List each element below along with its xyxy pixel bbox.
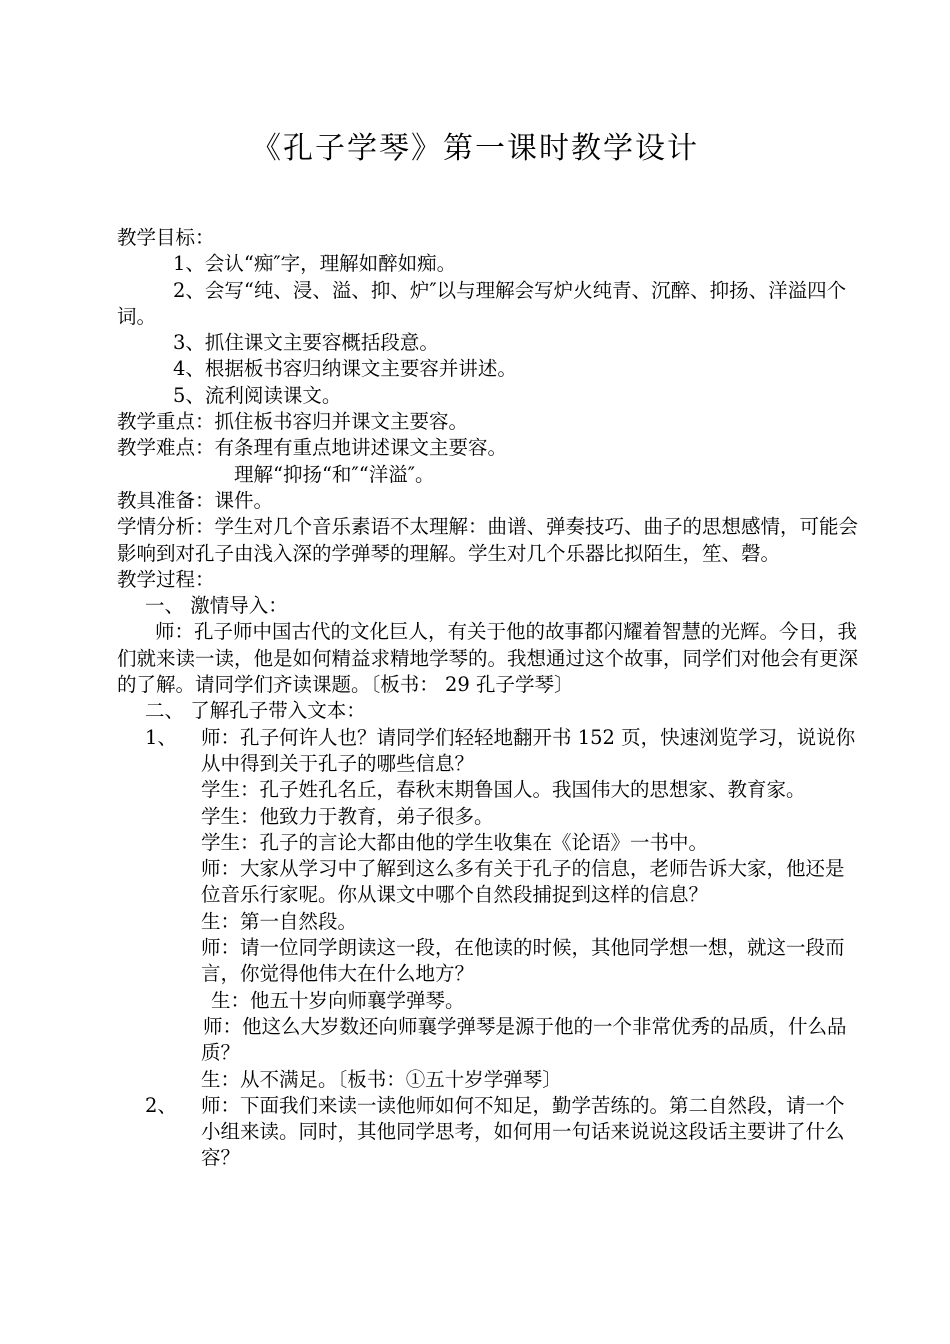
difficulty-continued: 理解“抑扬“和″“洋溢″。 xyxy=(234,462,435,486)
dialogue-line: 生：从不满足。〔板书：①五十岁学弹琴〕 xyxy=(201,1067,562,1091)
dialogue-line: 生：他五十岁向师襄学弹琴。 xyxy=(211,988,465,1012)
section1-heading: 一、 激情导入： xyxy=(145,594,288,618)
dialogue-line: 学生：孔子的言论大都由他的学生收集在《论语》一书中。 xyxy=(201,830,709,854)
process-heading: 教学过程： xyxy=(117,567,215,591)
item-lines xyxy=(201,725,859,1093)
objective-item: 4、根据板书容归纳课文主要容并讲述。 xyxy=(173,357,517,381)
dialogue-line: 生：第一自然段。 xyxy=(201,909,358,933)
section2-item-2 xyxy=(117,1093,859,1172)
key-point: 教学重点：抓住板书容归并课文主要容。 xyxy=(117,410,469,434)
dialogue-line: 师：请一位同学朗读这一段，在他读的时候，其他同学想一想，就这一段而言，你觉得他伟大在什么地方？ xyxy=(201,936,845,986)
item-number: 2、 xyxy=(145,1093,177,1117)
dialogue-line: 师：他这么大岁数还向师襄学弹琴是源于他的一个非常优秀的品质，什么品质？ xyxy=(201,1014,847,1065)
item-text: 师：下面我们来读一读他师如何不知足，勤学苦练的。第二自然段，请一个小组来读。同时，其他同学思考，如何用一句话来说说这段话主要讲了什么容？ xyxy=(201,1093,845,1170)
dialogue-line: 师：孔子何许人也？请同学们轻轻地翻开书 152 页，快速浏览学习，说说你从中得到关于孔子的哪些信息？ xyxy=(201,725,856,775)
difficulty: 教学难点：有条理有重点地讲述课文主要容。 xyxy=(117,436,508,460)
document-body xyxy=(117,225,859,1172)
section2-item-1 xyxy=(117,725,859,1093)
objectives-heading: 教学目标： xyxy=(117,226,215,249)
tools: 教具准备：课件。 xyxy=(117,488,274,512)
objective-item: 1、会认“痴″字，理解如醉如痴。 xyxy=(173,252,457,276)
dialogue-line: 学生：孔子姓孔名丘，春秋末期鲁国人。我国伟大的思想家、教育家。 xyxy=(201,778,806,802)
item-number: 1、 xyxy=(145,725,177,749)
analysis: 学情分析：学生对几个音乐素语不太理解：曲谱、弹奏技巧、曲子的思想感情，可能会影响到对孔子由浅入深的学弹琴的理解。学生对几个乐器比拟陌生，笙、磬。 xyxy=(117,515,859,565)
page-title: 《孔子学琴》第一课时教学设计 xyxy=(251,131,699,166)
section2-heading: 二、 了解孔子带入文本： xyxy=(145,699,366,723)
objective-item: 2、会写“纯、浸、溢、抑、炉″以与理解会写炉火纯青、沉醉、抑扬、洋溢四个词。 xyxy=(117,278,847,328)
objective-item: 3、抓住课文主要容概括段意。 xyxy=(173,331,439,355)
objective-item: 5、流利阅读课文。 xyxy=(173,383,342,407)
section1-paragraph: 师：孔子师中国古代的文化巨人，有关于他的故事都闪耀着智慧的光辉。今日，我们就来读一读，他是如何精益求精地学琴的。我想通过这个故事，同学们对他会有更深的了解。请同学们齐读课题。〔板书： 29 孔子学琴〕 xyxy=(117,620,859,697)
dialogue-line: 师：大家从学习中了解到这么多有关于孔子的信息，老师告诉大家，他还是位音乐行家呢。你从课文中哪个自然段捕捉到这样的信息？ xyxy=(201,857,845,907)
dialogue-line: 学生：他致力于教育，弟子很多。 xyxy=(201,804,494,828)
